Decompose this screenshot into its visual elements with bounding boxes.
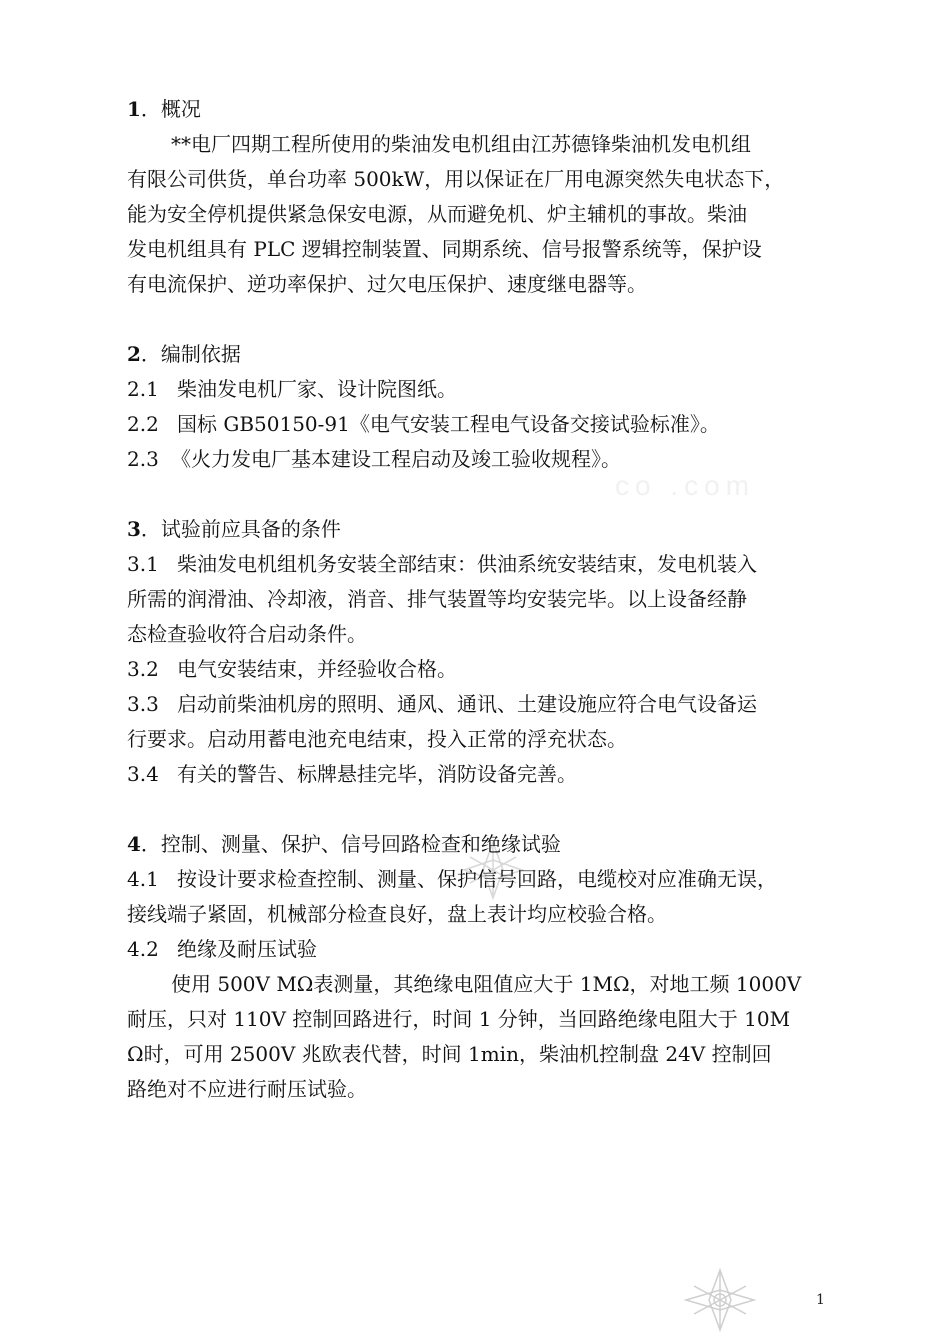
heading-text: ．试验前应具备的条件: [140, 517, 341, 541]
paragraph-line: **电厂四期工程所使用的柴油发电机组由江苏德锋柴油机发电机组: [171, 132, 751, 156]
snowflake-logo-icon-2: [680, 1268, 760, 1332]
paragraph-line: 所需的润滑油、冷却液，消音、排气装置等均安装完毕。以上设备经静: [127, 587, 747, 611]
paragraph-line: 耐压，只对 110V 控制回路进行，时间 1 分钟，当回路绝缘电阻大于 10M: [127, 1007, 791, 1031]
heading-text: ．概况: [140, 97, 201, 121]
list-item: 4.2 绝缘及耐压试验: [127, 937, 317, 961]
heading-number: 1: [127, 97, 141, 121]
paragraph-line: 能为安全停机提供紧急保安电源，从而避免机、炉主辅机的事故。柴油: [127, 202, 747, 226]
section-heading-3: [127, 512, 827, 547]
paragraph-line: 发电机组具有 PLC 逻辑控制装置、同期系统、信号报警系统等，保护设: [127, 237, 762, 261]
watermark-text: co .com: [615, 470, 756, 501]
paragraph-line: 行要求。启动用蓄电池充电结束，投入正常的浮充状态。: [127, 727, 627, 751]
list-item: 3.3 启动前柴油机房的照明、通风、通讯、土建设施应符合电气设备运: [127, 692, 757, 716]
list-item: 2.2 国标 GB50150-91《电气安装工程电气设备交接试验标准》。: [127, 412, 720, 436]
list-item: 4.1 按设计要求检查控制、测量、保护信号回路，电缆校对应准确无误，: [127, 867, 777, 891]
paragraph-line: 有限公司供货，单台功率 500kW，用以保证在厂用电源突然失电状态下，: [127, 167, 785, 191]
list-item: 2.1 柴油发电机厂家、设计院图纸。: [127, 377, 457, 401]
heading-number: 2: [127, 342, 141, 366]
paragraph-line: 态检查验收符合启动条件。: [127, 622, 367, 646]
list-item: 3.4 有关的警告、标牌悬挂完毕，消防设备完善。: [127, 762, 577, 786]
paragraph-line: 接线端子紧固，机械部分检查良好，盘上表计均应校验合格。: [127, 902, 667, 926]
heading-text: ．编制依据: [140, 342, 241, 366]
section-heading-4: [127, 827, 827, 862]
heading-text: ．控制、测量、保护、信号回路检查和绝缘试验: [140, 832, 561, 856]
list-item: 3.1 柴油发电机组机务安装全部结束：供油系统安装结束，发电机装入: [127, 552, 757, 576]
heading-number: 3: [127, 517, 141, 541]
list-item: 3.2 电气安装结束，并经验收合格。: [127, 657, 457, 681]
section-heading-2: [127, 337, 827, 372]
paragraph-line: Ω时，可用 2500V 兆欧表代替，时间 1min，柴油机控制盘 24V 控制回: [127, 1042, 772, 1066]
list-item: 2.3 《火力发电厂基本建设工程启动及竣工验收规程》。: [127, 447, 621, 471]
page-number: 1: [816, 1292, 825, 1308]
paragraph-line: 使用 500V MΩ表测量，其绝缘电阻值应大于 1MΩ，对地工频 1000V: [171, 972, 802, 996]
document-body: [127, 92, 827, 1107]
heading-number: 4: [127, 832, 141, 856]
section-heading-1: [127, 92, 827, 127]
paragraph-line: 路绝对不应进行耐压试验。: [127, 1077, 367, 1101]
paragraph-line: 有电流保护、逆功率保护、过欠电压保护、速度继电器等。: [127, 272, 647, 296]
